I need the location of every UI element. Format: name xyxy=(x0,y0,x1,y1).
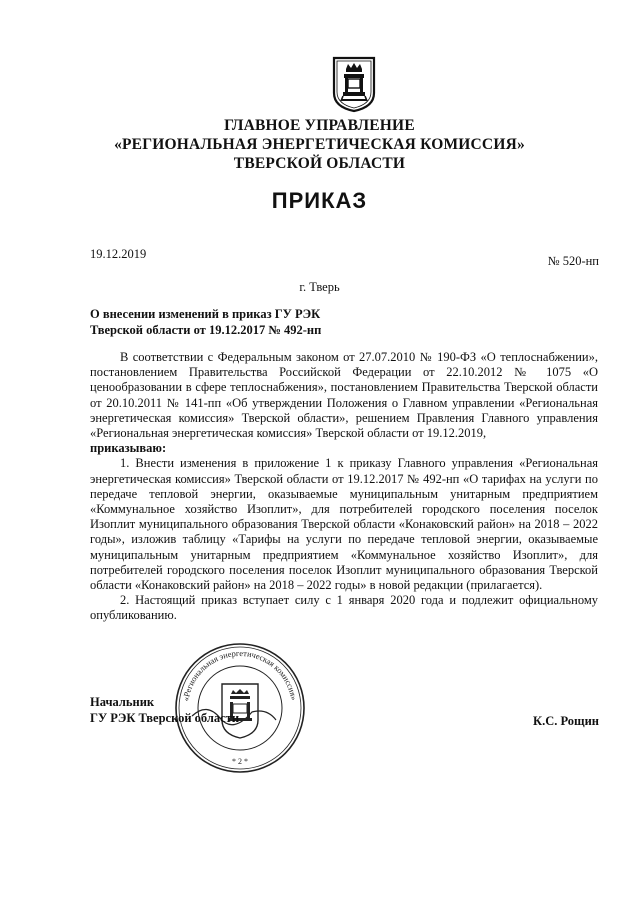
city: г. Тверь xyxy=(299,280,340,294)
header-line-3: ТВЕРСКОЙ ОБЛАСТИ xyxy=(233,155,406,172)
document-body xyxy=(90,350,598,624)
signature-position-line-1: Начальник xyxy=(90,695,155,709)
signatory-name: К.С. Рощин xyxy=(533,714,599,728)
preamble-paragraph: В соответствии с Федеральным законом от 27.07.2010 № 190-ФЗ «О теплоснабжении», постановлением Правительства Российской Федерации от 22.10.2012 № 1075 «О ценообразовании в сфере теплоснабжения», постановлением Правительства Тверской области от 20.10.2011 № 141-пп «Об утверждении Положения о Главном управлении «Региональная энергетическая комиссия» Тверской области», решением Правления Главного управления «Региональная энергетическая комиссия» Тверской области от 19.12.2019, xyxy=(90,350,598,441)
item-2: 2. Настоящий приказ вступает силу с 1 января 2020 года и подлежит официальному опубликованию. xyxy=(90,593,598,623)
subject-line-2: Тверской области от 19.12.2017 № 492-нп xyxy=(90,323,322,337)
tver-coat-of-arms-icon xyxy=(331,55,377,113)
header-line-2: «РЕГИОНАЛЬНАЯ ЭНЕРГЕТИЧЕСКАЯ КОМИССИЯ» xyxy=(114,136,525,153)
signature-position-line-2: ГУ РЭК Тверской области xyxy=(90,711,240,725)
item-1: 1. Внести изменения в приложение 1 к приказу Главного управления «Региональная энергетическая комиссия» Тверской области от 19.12.2017 № 492-нп «О тарифах на услуги по передаче тепловой энергии, оказываемые муниципальным унитарным предприятием «Коммунальное хозяйство Изоплит», для потребителей городского поселения поселок Изоплит муниципального образования Тверской области «Конаковский район» на 2018 – 2022 годы», изложив таблицу «Тарифы на услуги по передаче тепловой энергии, оказываемые муниципальным унитарным предприятием «Коммунальное хозяйство Изоплит», для потребителей городского поселения поселок Изоплит муниципального образования Тверской области «Конаковский район» на 2018 – 2022 годы» в новой редакции (прилагается). xyxy=(90,456,598,593)
document-title: ПРИКАЗ xyxy=(271,188,368,213)
official-stamp-icon xyxy=(172,640,308,776)
document-date: 19.12.2019 xyxy=(90,247,147,261)
svg-text:* 2 *: * 2 * xyxy=(232,757,248,766)
header-line-1: ГЛАВНОЕ УПРАВЛЕНИЕ xyxy=(224,117,415,134)
document-number: № 520-нп xyxy=(547,254,599,268)
order-word: приказываю: xyxy=(90,441,167,456)
subject-line-1: О внесении изменений в приказ ГУ РЭК xyxy=(90,307,321,321)
svg-text:«Региональная энергетическая к: «Региональная энергетическая комиссия» xyxy=(181,648,299,702)
